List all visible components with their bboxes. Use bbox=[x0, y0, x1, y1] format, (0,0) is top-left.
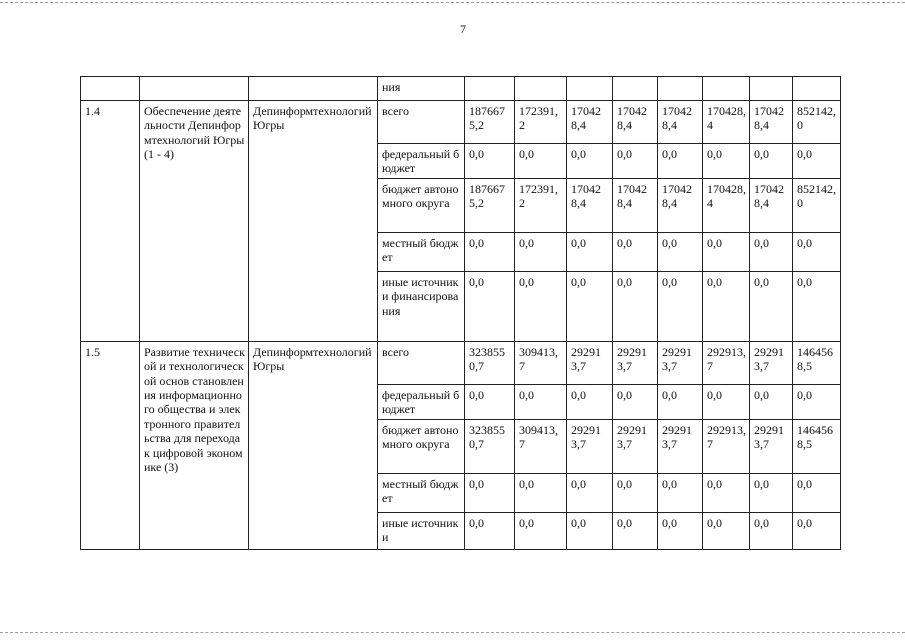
continuation-row bbox=[81, 77, 841, 101]
value-cell: 292913,7 bbox=[703, 419, 750, 473]
value-cell: 0,0 bbox=[793, 384, 841, 419]
value-cell: 0,0 bbox=[703, 473, 750, 512]
value-cell: 170428,4 bbox=[613, 178, 658, 232]
item-number-cell: 1.5 bbox=[81, 341, 140, 549]
value-cell: 1876675,2 bbox=[465, 178, 515, 232]
empty-cell bbox=[81, 77, 140, 101]
value-cell: 0,0 bbox=[567, 473, 613, 512]
responsible-cell: Депинформтехнологий Югры bbox=[249, 101, 378, 342]
value-cell: 0,0 bbox=[515, 232, 567, 271]
value-cell: 0,0 bbox=[613, 271, 658, 341]
value-cell: 0,0 bbox=[613, 144, 658, 179]
value-cell: 0,0 bbox=[515, 271, 567, 341]
value-cell: 292913,7 bbox=[658, 419, 703, 473]
budget-table-body bbox=[81, 77, 841, 550]
value-cell: 852142,0 bbox=[793, 101, 841, 144]
empty-cell bbox=[249, 77, 378, 101]
value-cell: 170428,4 bbox=[567, 101, 613, 144]
table-row bbox=[81, 341, 841, 384]
value-cell: 0,0 bbox=[465, 384, 515, 419]
value-cell: 0,0 bbox=[703, 232, 750, 271]
value-cell: 0,0 bbox=[703, 512, 750, 549]
value-cell: 0,0 bbox=[750, 232, 793, 271]
empty-cell bbox=[613, 77, 658, 101]
scan-bottom-edge bbox=[0, 632, 905, 633]
scan-top-edge bbox=[0, 2, 905, 3]
value-cell: 0,0 bbox=[465, 144, 515, 179]
value-cell: 292913,7 bbox=[613, 341, 658, 384]
value-cell: 0,0 bbox=[750, 144, 793, 179]
value-cell: 0,0 bbox=[515, 512, 567, 549]
value-cell: 3238550,7 bbox=[465, 419, 515, 473]
value-cell: 0,0 bbox=[567, 271, 613, 341]
table-row bbox=[81, 101, 841, 144]
value-cell: 0,0 bbox=[750, 384, 793, 419]
value-cell: 0,0 bbox=[658, 473, 703, 512]
value-cell: 292913,7 bbox=[613, 419, 658, 473]
value-cell: 0,0 bbox=[793, 271, 841, 341]
value-cell: 170428,4 bbox=[703, 101, 750, 144]
value-cell: 172391,2 bbox=[515, 178, 567, 232]
value-cell: 0,0 bbox=[750, 512, 793, 549]
funding-source-cell: федеральный бюджет bbox=[378, 384, 465, 419]
funding-source-cell: иные источники финансирования bbox=[378, 271, 465, 341]
value-cell: 1876675,2 bbox=[465, 101, 515, 144]
empty-cell bbox=[465, 77, 515, 101]
value-cell: 292913,7 bbox=[658, 341, 703, 384]
value-cell: 0,0 bbox=[658, 271, 703, 341]
value-cell: 0,0 bbox=[703, 384, 750, 419]
value-cell: 1464568,5 bbox=[793, 419, 841, 473]
item-name-cell: Развитие технической и технологической основ становления информационного общества и электронного правительства для перехода к цифровой экономике (3) bbox=[140, 341, 249, 549]
source-cell-continued: ния bbox=[378, 77, 465, 101]
value-cell: 0,0 bbox=[703, 144, 750, 179]
funding-source-cell: бюджет автономного округа bbox=[378, 178, 465, 232]
empty-cell bbox=[140, 77, 249, 101]
value-cell: 292913,7 bbox=[567, 341, 613, 384]
value-cell: 0,0 bbox=[613, 473, 658, 512]
value-cell: 0,0 bbox=[750, 473, 793, 512]
value-cell: 170428,4 bbox=[658, 101, 703, 144]
value-cell: 0,0 bbox=[465, 232, 515, 271]
value-cell: 0,0 bbox=[515, 473, 567, 512]
value-cell: 3238550,7 bbox=[465, 341, 515, 384]
budget-table bbox=[80, 76, 841, 550]
empty-cell bbox=[567, 77, 613, 101]
value-cell: 0,0 bbox=[793, 473, 841, 512]
value-cell: 170428,4 bbox=[750, 101, 793, 144]
value-cell: 170428,4 bbox=[658, 178, 703, 232]
funding-source-cell: местный бюджет bbox=[378, 473, 465, 512]
value-cell: 0,0 bbox=[613, 512, 658, 549]
value-cell: 0,0 bbox=[658, 512, 703, 549]
value-cell: 0,0 bbox=[465, 473, 515, 512]
funding-source-cell: всего bbox=[378, 341, 465, 384]
value-cell: 0,0 bbox=[567, 384, 613, 419]
value-cell: 292913,7 bbox=[567, 419, 613, 473]
value-cell: 172391,2 bbox=[515, 101, 567, 144]
value-cell: 0,0 bbox=[515, 384, 567, 419]
value-cell: 0,0 bbox=[658, 384, 703, 419]
value-cell: 0,0 bbox=[567, 232, 613, 271]
item-number-cell: 1.4 bbox=[81, 101, 140, 342]
funding-source-cell: иные источники bbox=[378, 512, 465, 549]
value-cell: 0,0 bbox=[567, 144, 613, 179]
page-number: 7 bbox=[460, 22, 466, 36]
value-cell: 309413,7 bbox=[515, 419, 567, 473]
item-name-cell: Обеспечение деятельности Депинформтехнологий Югры (1 - 4) bbox=[140, 101, 249, 342]
value-cell: 170428,4 bbox=[613, 101, 658, 144]
value-cell: 0,0 bbox=[793, 512, 841, 549]
empty-cell bbox=[793, 77, 841, 101]
value-cell: 0,0 bbox=[465, 271, 515, 341]
value-cell: 852142,0 bbox=[793, 178, 841, 232]
empty-cell bbox=[515, 77, 567, 101]
value-cell: 170428,4 bbox=[703, 178, 750, 232]
value-cell: 309413,7 bbox=[515, 341, 567, 384]
value-cell: 0,0 bbox=[750, 271, 793, 341]
value-cell: 0,0 bbox=[567, 512, 613, 549]
value-cell: 292913,7 bbox=[703, 341, 750, 384]
value-cell: 1464568,5 bbox=[793, 341, 841, 384]
value-cell: 0,0 bbox=[793, 144, 841, 179]
value-cell: 0,0 bbox=[658, 144, 703, 179]
value-cell: 0,0 bbox=[613, 384, 658, 419]
value-cell: 0,0 bbox=[515, 144, 567, 179]
empty-cell bbox=[658, 77, 703, 101]
value-cell: 292913,7 bbox=[750, 341, 793, 384]
funding-source-cell: бюджет автономного округа bbox=[378, 419, 465, 473]
empty-cell bbox=[703, 77, 750, 101]
value-cell: 0,0 bbox=[658, 232, 703, 271]
funding-source-cell: всего bbox=[378, 101, 465, 144]
value-cell: 170428,4 bbox=[750, 178, 793, 232]
value-cell: 0,0 bbox=[793, 232, 841, 271]
funding-source-cell: местный бюджет bbox=[378, 232, 465, 271]
value-cell: 0,0 bbox=[703, 271, 750, 341]
funding-source-cell: федеральный бюджет bbox=[378, 144, 465, 179]
responsible-cell: Депинформтехнологий Югры bbox=[249, 341, 378, 549]
value-cell: 170428,4 bbox=[567, 178, 613, 232]
value-cell: 292913,7 bbox=[750, 419, 793, 473]
value-cell: 0,0 bbox=[465, 512, 515, 549]
empty-cell bbox=[750, 77, 793, 101]
value-cell: 0,0 bbox=[613, 232, 658, 271]
